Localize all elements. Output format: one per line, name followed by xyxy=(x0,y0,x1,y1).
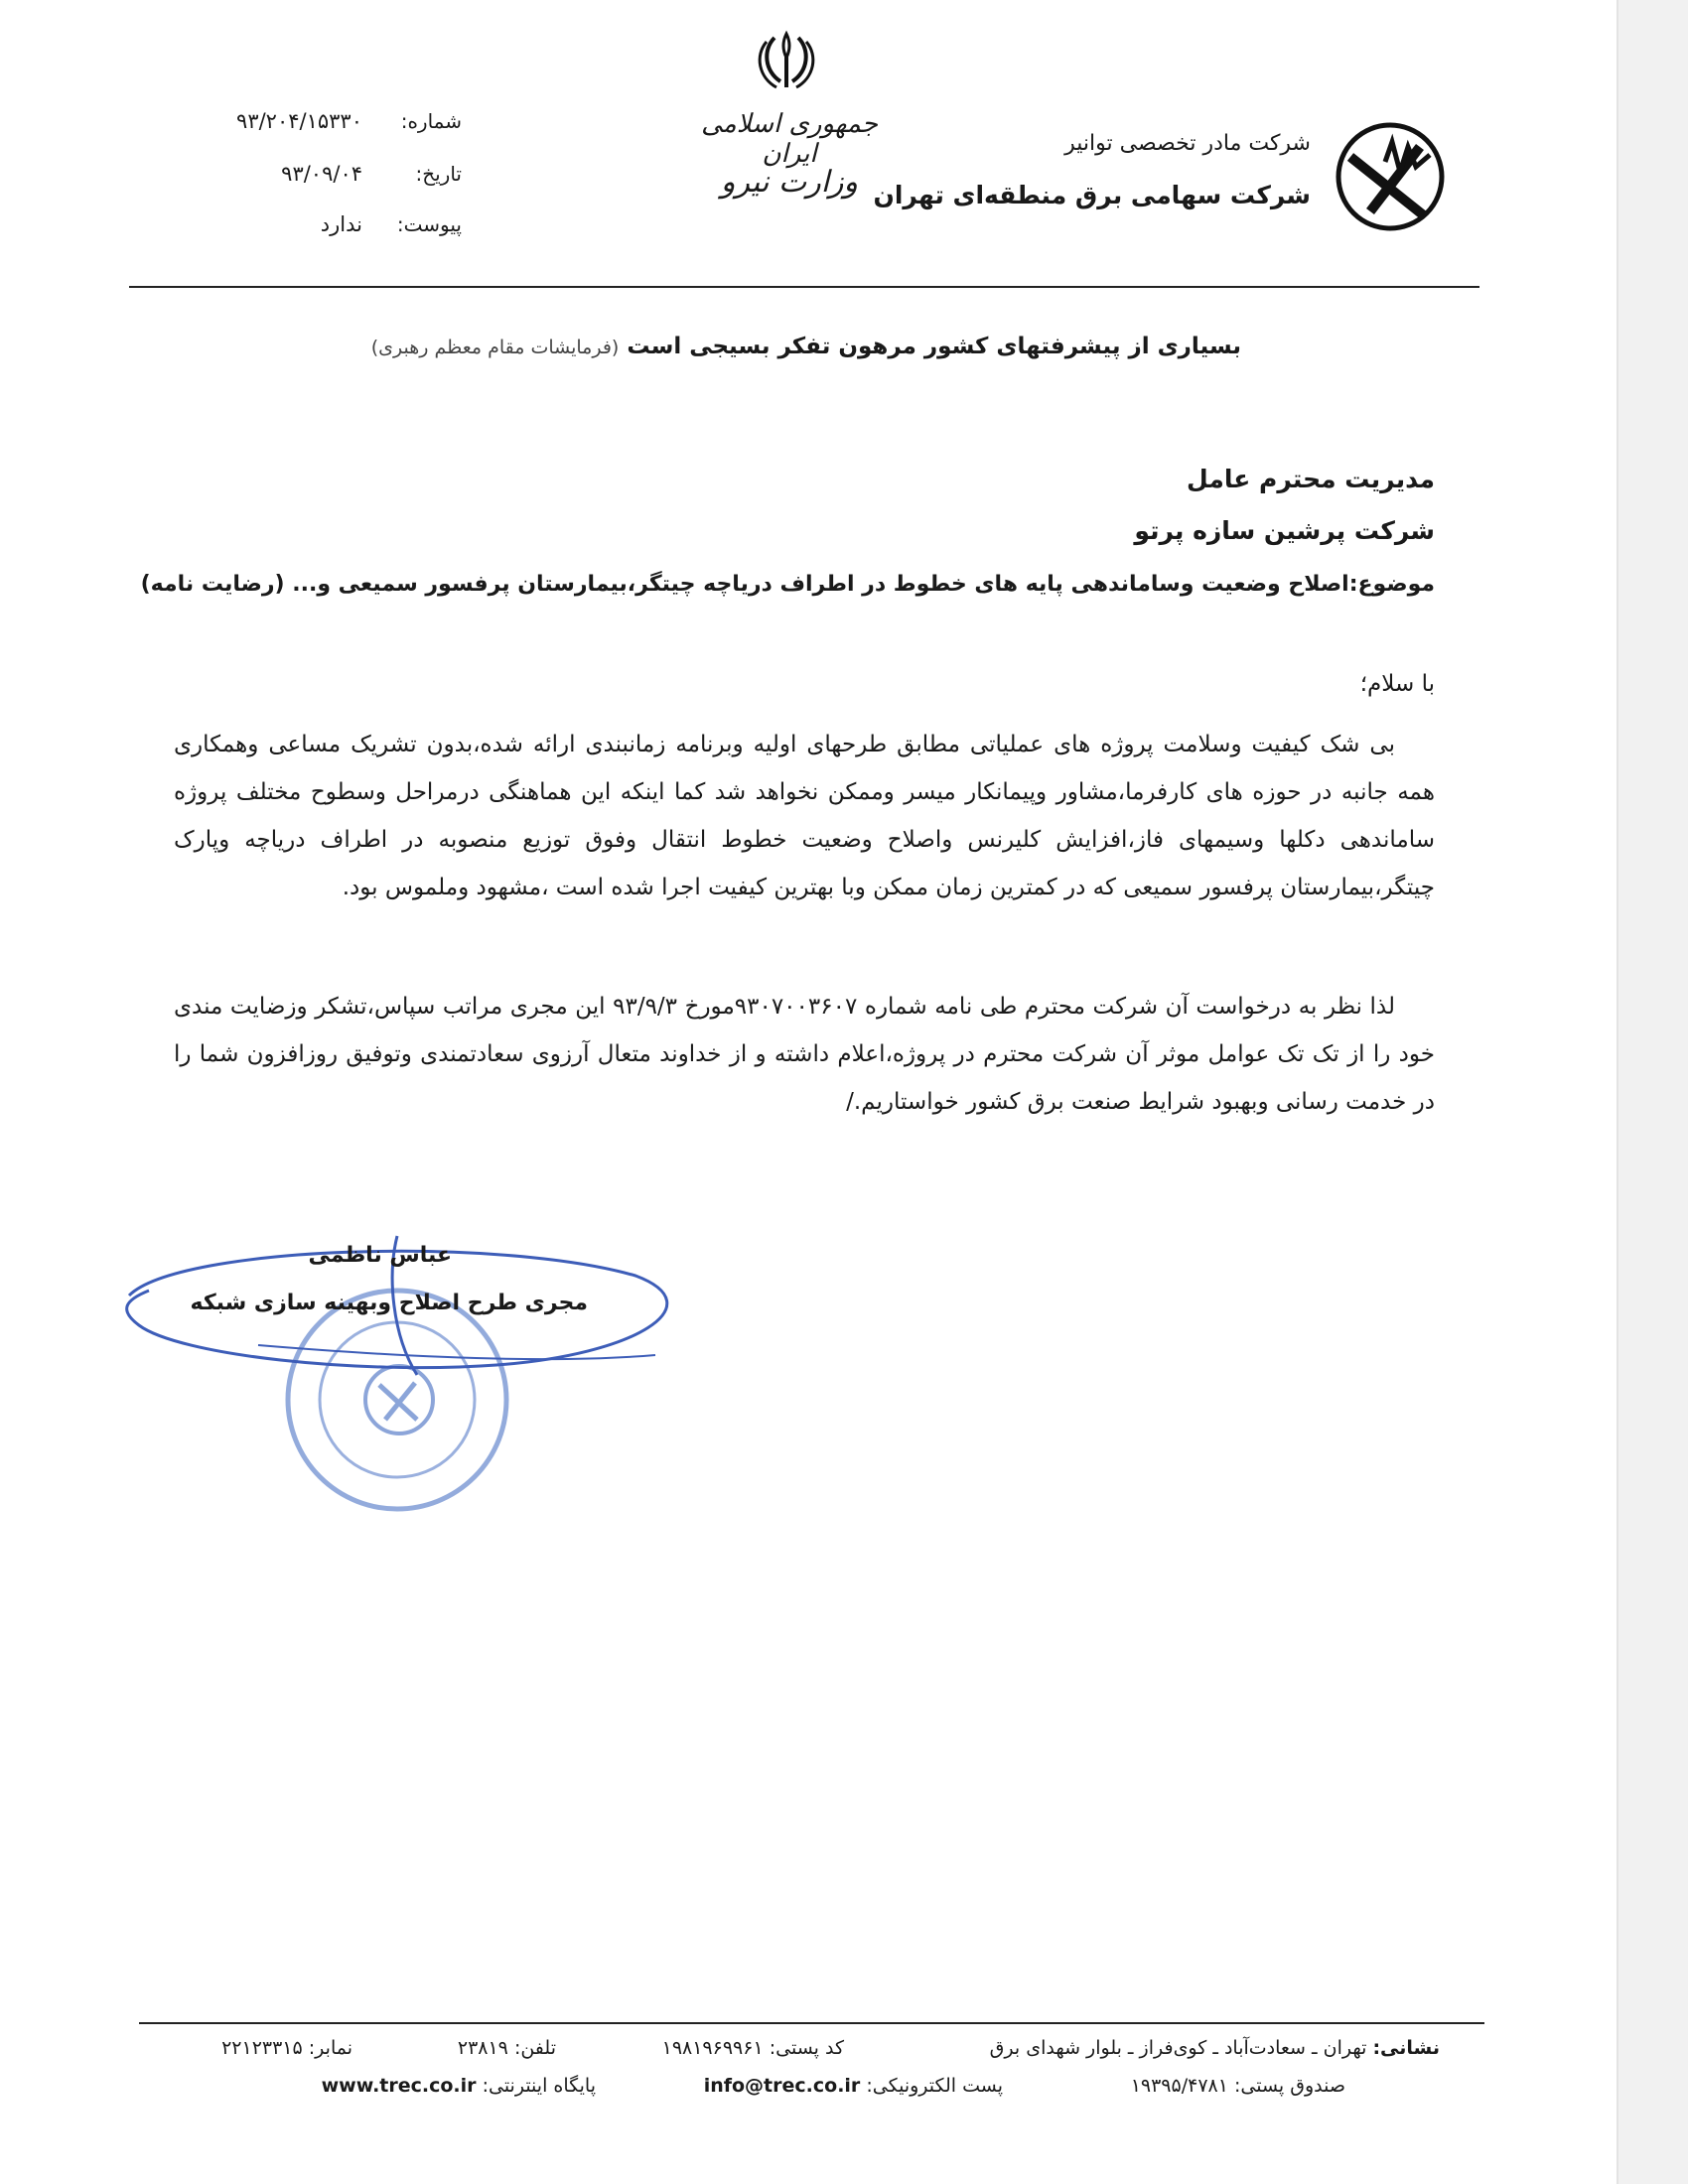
footer-fax xyxy=(221,2037,352,2059)
postal-code-label: کد پستی: xyxy=(769,2037,844,2059)
footer-postal-code xyxy=(662,2037,844,2059)
number-value: ۹۳/۲۰۴/۱۵۳۳۰ xyxy=(236,109,362,133)
header-divider xyxy=(129,286,1479,288)
footer-po-box xyxy=(1131,2075,1345,2097)
attachment-value: ندارد xyxy=(320,212,362,236)
phone-value: ۲۳۸۱۹ xyxy=(457,2037,508,2059)
footer-divider xyxy=(139,2022,1484,2024)
motto xyxy=(248,334,1241,359)
footer-address xyxy=(990,2037,1440,2059)
ministry-title: وزارت نیرو xyxy=(720,165,859,200)
addressee-line-2: شرکت پرشین سازه پرتو xyxy=(1134,516,1435,545)
date-value: ۹۳/۰۹/۰۴ xyxy=(281,162,362,186)
phone-label: تلفن: xyxy=(513,2037,556,2059)
scan-edge xyxy=(1618,0,1688,2184)
po-box-label: صندوق پستی: xyxy=(1233,2075,1345,2097)
footer-email xyxy=(704,2075,1003,2097)
addressee-line-1: مدیریت محترم عامل xyxy=(1187,465,1435,493)
website-label: پایگاه اینترنتی: xyxy=(482,2075,596,2097)
attachment-label: پیوست: xyxy=(396,212,462,236)
company-parent: شرکت مادر تخصصی توانیر xyxy=(1064,131,1311,156)
subject-line: موضوع:اصلاح وضعیت وساماندهی پایه های خطوط در اطراف دریاچه چیتگر،بیمارستان پرفسور سمیعی و... (رضایت نامه) xyxy=(140,572,1435,597)
number-label: شماره: xyxy=(400,109,462,133)
fax-label: نمابر: xyxy=(308,2037,352,2059)
po-box-value: ۱۹۳۹۵/۴۷۸۱ xyxy=(1130,2075,1228,2097)
body-paragraph-2: لذا نظر به درخواست آن شرکت محترم طی نامه شماره ۹۳۰۷۰۰۳۶۰۷مورخ ۹۳/۹/۳ این مجری مراتب سپاس،تشکر وزضایت مندی خود را از تک تک عوامل موثر آن شرکت محترم در پروژه،اعلام داشته و از خداوند متعال آرزوی سعادتمندی وتوفیق روزافزون شما را در خدمت رسانی وبهبود شرایط صنعت برق کشور خواستاریم./ xyxy=(174,994,1435,1115)
address-value: تهران ـ سعادت‌آباد ـ کوی‌فراز ـ بلوار شهدای برق xyxy=(989,2037,1367,2059)
footer-phone xyxy=(458,2037,556,2059)
iran-emblem-icon xyxy=(747,28,826,91)
body-paragraph-1: بی شک کیفیت وسلامت پروژه های عملیاتی مطابق طرحهای اولیه وبرنامه زمانبندی ارائه شده،بدون تشریک مساعی وهمکاری همه جانبه در حوزه های کارفرما،مشاور وپیمانکار میسر وممکن نخواهد شد کما اینکه این هماهنگی درمراحل وسطوح مختلف پروژه ساماندهی دکلها وسیمهای فاز،افزایش کلیرنس واصلاح وضعیت خطوط انتقال وفوق توزیع منصوبه در اطراف دریاچه وپارک چیتگر،بیمارستان پرفسور سمیعی که در کمترین زمان ممکن وبا بهترین کیفیت اجرا شده است ،مشهود وملموس بود. xyxy=(174,732,1435,900)
address-label: نشانی: xyxy=(1372,2037,1440,2059)
motto-quote: (فرمایشات مقام معظم رهبری) xyxy=(370,337,620,358)
email-label: پست الکترونیکی: xyxy=(866,2075,1003,2097)
postal-code-value: ۱۹۸۱۹۶۹۹۶۱ xyxy=(661,2037,764,2059)
signer-title: مجری طرح اصلاح وبهینه سازی شبکه xyxy=(190,1291,588,1315)
fax-value: ۲۲۱۲۳۳۱۵ xyxy=(221,2037,303,2059)
signer-name: عباس ناظمی xyxy=(308,1243,452,1268)
company-name: شرکت سهامی برق منطقه‌ای تهران xyxy=(873,181,1311,209)
scan-edge-line xyxy=(1617,0,1618,2184)
date-label: تاریخ: xyxy=(415,162,462,186)
footer-website xyxy=(322,2075,596,2097)
country-title: جمهوری اسلامی ایران xyxy=(701,109,878,169)
website-value: www.trec.co.ir xyxy=(321,2075,477,2097)
company-logo-icon xyxy=(1331,117,1450,236)
motto-text: بسیاری از پیشرفتهای کشور مرهون تفکر بسیجی است xyxy=(627,334,1241,359)
salutation: با سلام؛ xyxy=(1359,671,1435,697)
email-value: info@trec.co.ir xyxy=(703,2075,861,2097)
